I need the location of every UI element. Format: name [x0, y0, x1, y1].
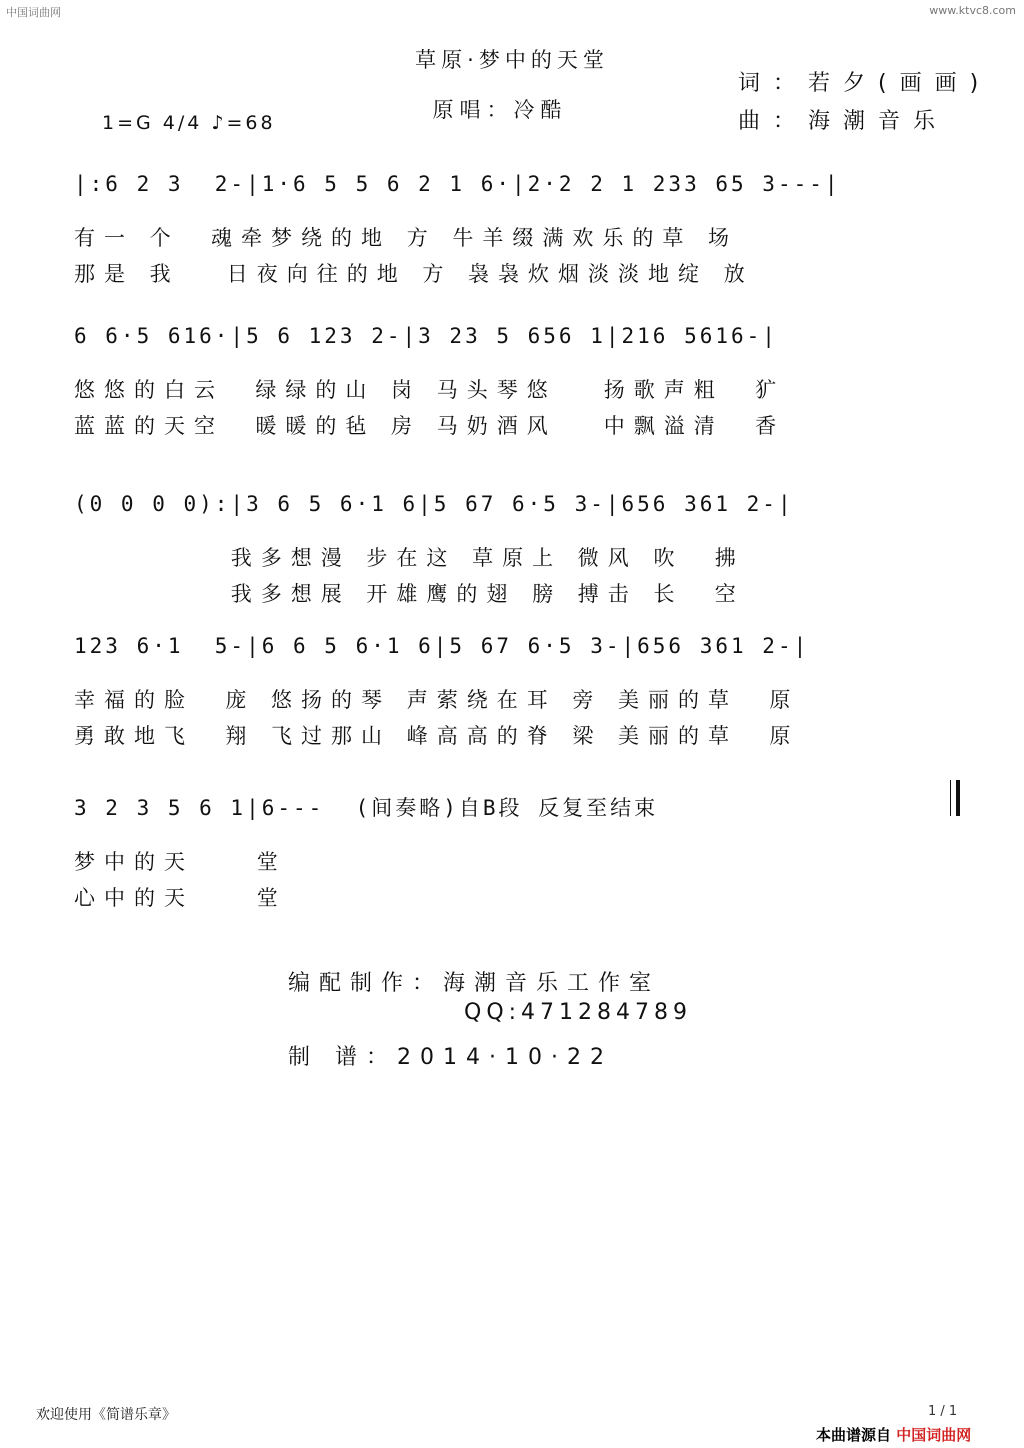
source-credit[interactable]	[816, 1424, 971, 1445]
site-name-left: 中国词曲网	[6, 6, 61, 19]
source-prefix: 本曲谱源自	[816, 1426, 892, 1444]
final-barline-thin	[950, 780, 951, 816]
arranger-credit: 编配制作：海潮音乐工作室	[288, 971, 661, 996]
lyrics-verse-2: 那是 我 日夜向往的地 方 袅袅炊烟淡淡地绽 放	[74, 262, 754, 286]
song-title: 草原·梦中的天堂	[415, 48, 609, 72]
lyricist-credit: 词：若夕(画画)	[738, 71, 992, 96]
composer-credit: 曲：海潮音乐	[738, 109, 949, 134]
score-system-1	[74, 166, 974, 296]
original-singer: 原唱：冷酷	[432, 98, 568, 122]
notation-line: 123 6·1 5-|6 6 5 6·1 6|5 67 6·5 3-|656 361 2-|	[74, 634, 810, 658]
source-site-link[interactable]: 中国词曲网	[896, 1426, 972, 1444]
notation-line: 6 6·5 616·|5 6 123 2-|3 23 5 656 1|216 5616-|	[74, 324, 778, 348]
lyrics-verse-1: 我多想漫 步在这 草原上 微风 吹 拂	[74, 546, 745, 570]
lyrics-verse-1: 梦中的天 堂	[74, 850, 287, 874]
contact-qq: QQ:471284789	[464, 1000, 693, 1025]
notation-line: |:6 2 3 2-|1·6 5 5 6 2 1 6·|2·2 2 1 233 65 3---|	[74, 172, 841, 196]
score-system-4	[74, 628, 974, 758]
lyrics-verse-1: 有一 个 魂牵梦绕的地 方 牛羊缀满欢乐的草 场	[74, 226, 739, 250]
notation-line: (0 0 0 0):|3 6 5 6·1 6|5 67 6·5 3-|656 361 2-|	[74, 492, 794, 516]
lyrics-verse-2: 蓝蓝的天空 暖暖的毡 房 马奶酒风 中飘溢清 香	[74, 414, 786, 438]
score-system-5	[74, 790, 974, 920]
key-signature: 1=G 4/4 ♪=68	[102, 112, 276, 134]
score-date: 制 谱：2014·10·22	[288, 1045, 613, 1070]
software-credit: 欢迎使用《简谱乐章》	[36, 1407, 176, 1423]
lyrics-verse-1: 幸福的脸 庞 悠扬的琴 声萦绕在耳 旁 美丽的草 原	[74, 688, 800, 712]
lyrics-verse-2: 我多想展 开雄鹰的翅 膀 搏击 长 空	[74, 582, 745, 606]
score-system-3	[74, 486, 974, 616]
lyrics-verse-2: 心中的天 堂	[74, 886, 287, 910]
notation-line: 3 2 3 5 6 1|6--- (间奏略)自B段 反复至结束	[74, 796, 659, 820]
lyrics-verse-1: 悠悠的白云 绿绿的山 岗 马头琴悠 扬歌声粗 犷	[74, 378, 786, 402]
lyrics-verse-2: 勇敢地飞 翔 飞过那山 峰高高的脊 梁 美丽的草 原	[74, 724, 800, 748]
page-number: 1 / 1	[928, 1404, 958, 1419]
score-system-2	[74, 318, 974, 448]
site-url[interactable]: www.ktvc8.com	[929, 4, 1016, 17]
final-barline-thick	[956, 780, 960, 816]
